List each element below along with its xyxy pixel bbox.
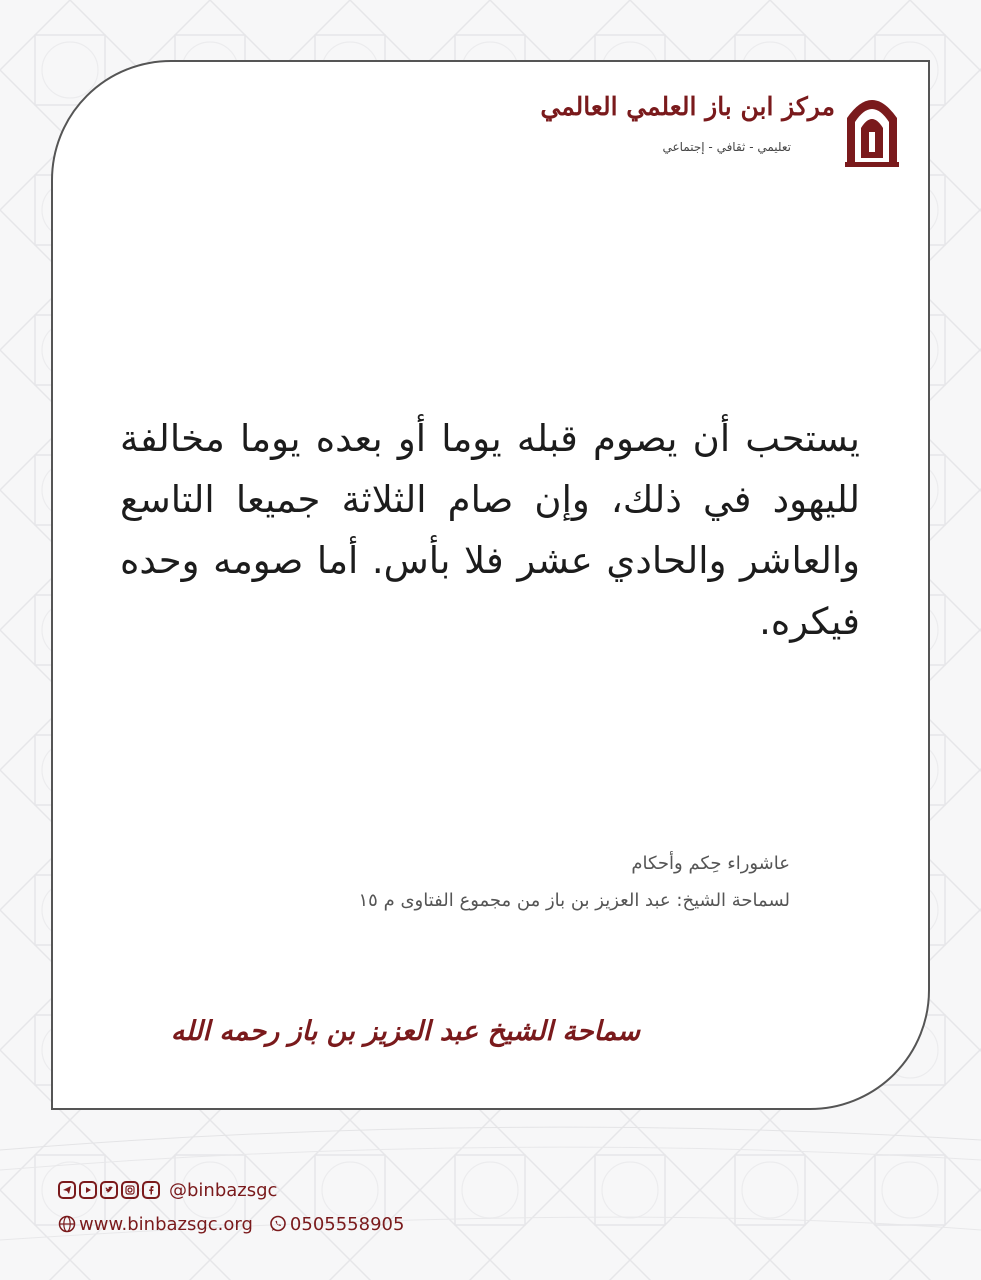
- whatsapp-icon: [269, 1215, 287, 1233]
- phone-number[interactable]: 0505558905: [289, 1213, 405, 1235]
- calligraphy-signature: سماحة الشيخ عبد العزيز بن باز رحمه الله: [170, 1016, 640, 1047]
- mosque-emblem-icon: [843, 88, 901, 168]
- instagram-icon[interactable]: [121, 1181, 139, 1199]
- center-logo: [540, 88, 901, 174]
- globe-icon: [58, 1215, 76, 1233]
- source-citation: [150, 845, 790, 919]
- logo-title: مركز ابن باز العلمي العالمي: [540, 92, 835, 121]
- website-link[interactable]: www.binbazsgc.org: [79, 1213, 253, 1235]
- twitter-icon[interactable]: [100, 1181, 118, 1199]
- telegram-icon[interactable]: [58, 1181, 76, 1199]
- footer: [58, 1178, 478, 1236]
- source-author: لسماحة الشيخ: عبد العزيز بن باز من مجموع الفتاوى م ١٥: [358, 890, 790, 911]
- social-row: [58, 1178, 478, 1202]
- source-book-title: عاشوراء حِكم وأحكام: [631, 853, 790, 874]
- facebook-icon[interactable]: [142, 1181, 160, 1199]
- fatwa-text: يستحب أن يصوم قبله يوما أو بعده يوما مخالفة لليهود في ذلك، وإن صام الثلاثة جميعا التاسع والعاشر والحادي عشر فلا بأس. أما صومه وحده فيكره.: [120, 417, 860, 643]
- youtube-icon[interactable]: [79, 1181, 97, 1199]
- contact-row: [58, 1212, 478, 1236]
- social-handle[interactable]: @binbazsgc: [169, 1179, 278, 1201]
- logo-subtitle: تعليمي - ثقافي - إجتماعي: [662, 140, 791, 154]
